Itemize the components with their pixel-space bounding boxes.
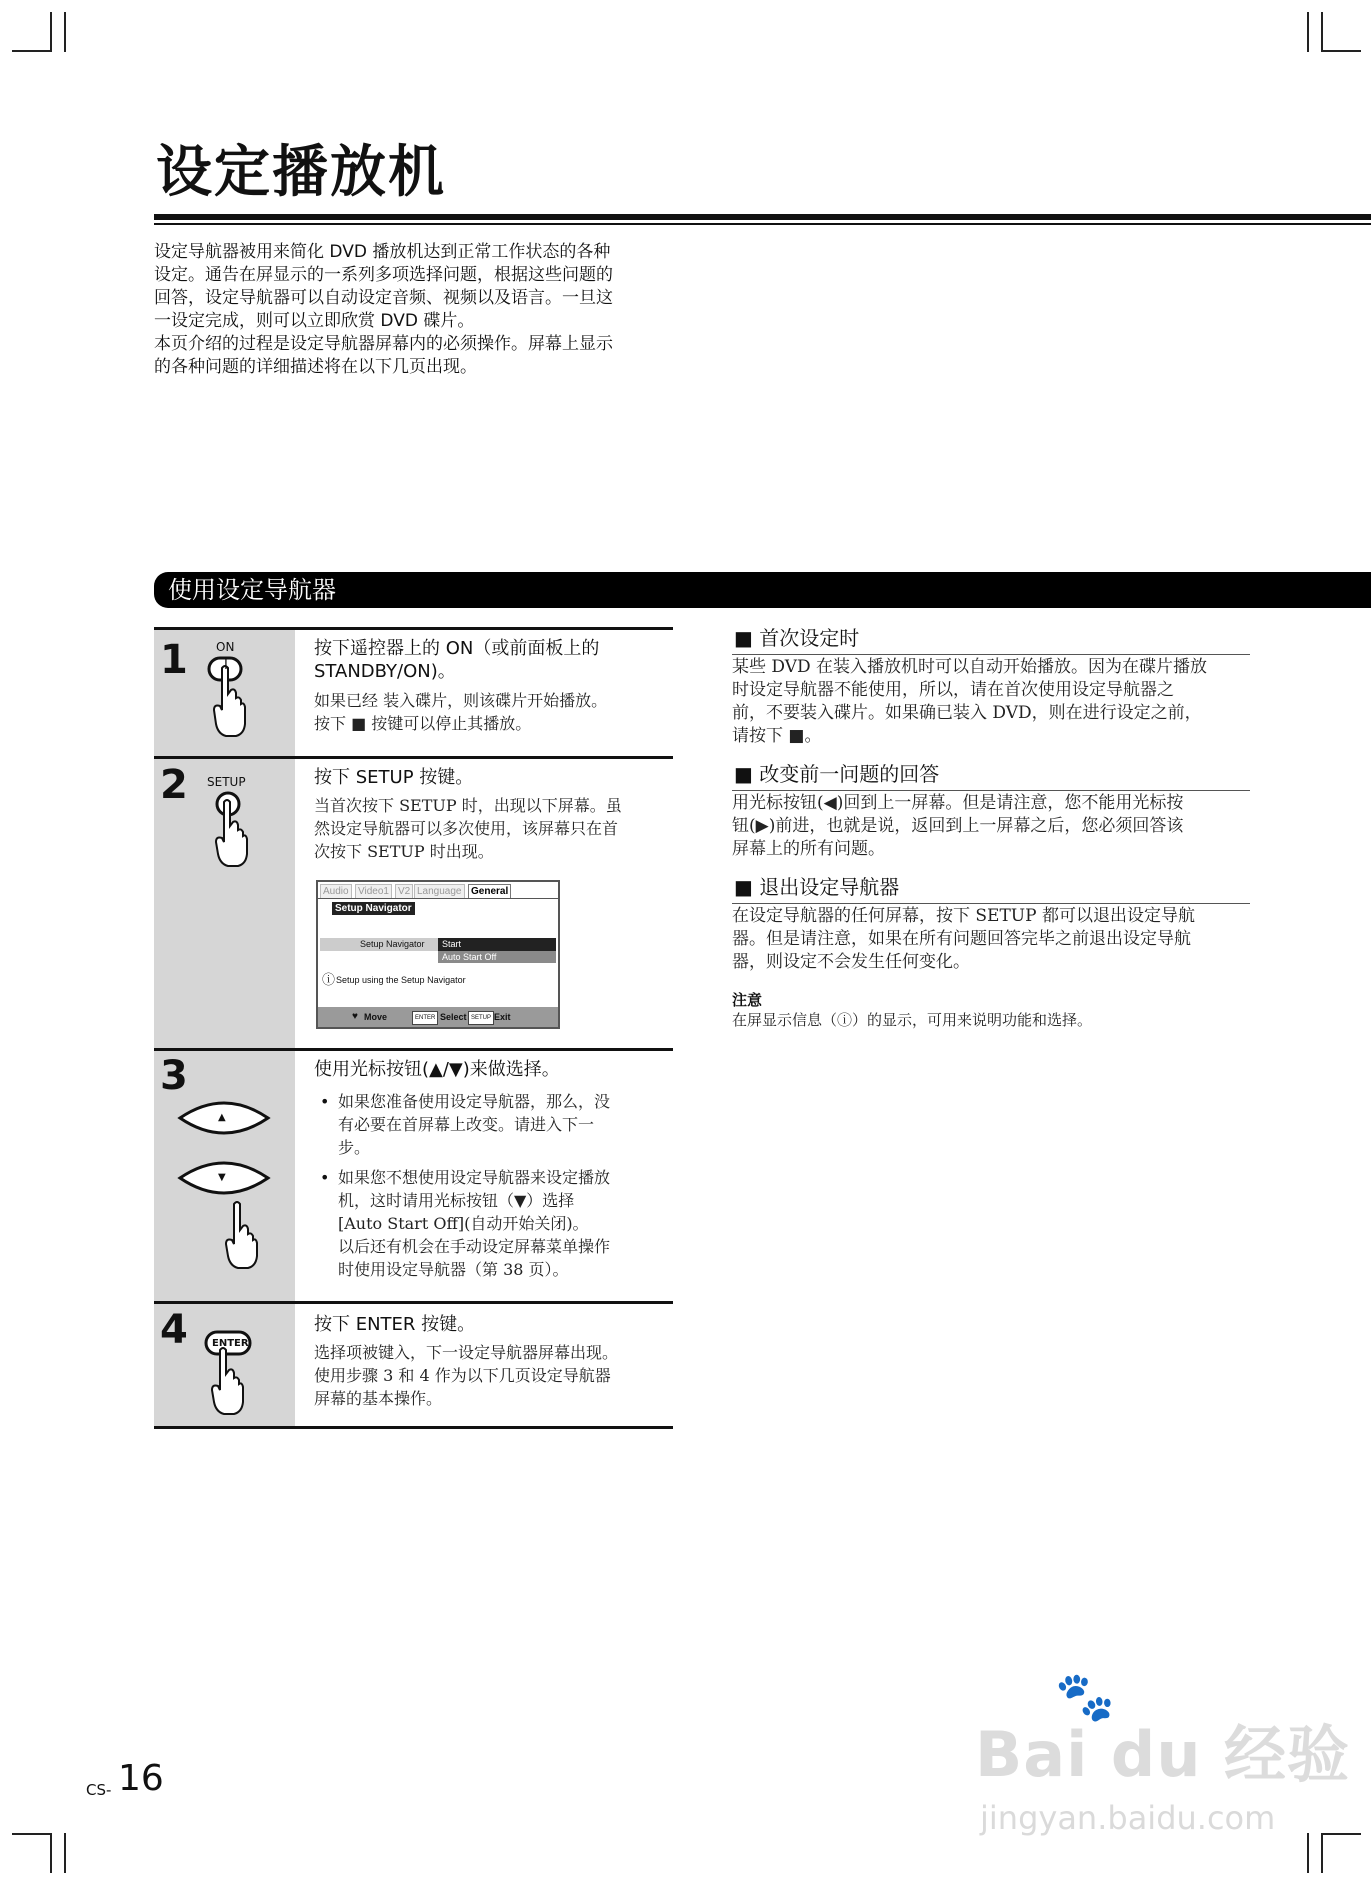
- step-divider: [154, 1426, 673, 1429]
- paragraph-line: 请按下 ■。: [732, 726, 822, 746]
- setup-key-badge: SETUP: [468, 1011, 494, 1025]
- heading-rule: [732, 790, 1250, 791]
- step-1-heading: [314, 637, 674, 683]
- crop-mark: [50, 12, 52, 52]
- tab-language: Language: [414, 884, 465, 899]
- option-auto-start-off: Auto Start Off: [438, 951, 556, 963]
- crop-mark: [1307, 1833, 1309, 1873]
- intro-line: 本页介绍的过程是设定导航器屏幕内的必须操作。屏幕上显示: [154, 334, 613, 354]
- section-bar: [154, 572, 1371, 608]
- bullet-line: 如果您准备使用设定导航器，那么，没: [338, 1092, 611, 1111]
- setup-button-icon: [204, 790, 260, 870]
- crop-mark: [1307, 12, 1309, 52]
- step-3-number: 3: [160, 1053, 188, 1099]
- crop-mark: [12, 50, 52, 52]
- on-button-icon: [200, 652, 256, 740]
- footer-select: Select: [440, 1012, 467, 1022]
- info-icon: ⓘ: [322, 972, 336, 987]
- tab-general: General: [468, 884, 511, 899]
- intro-line: 设定导航器被用来简化 DVD 播放机达到正常工作状态的各种: [154, 242, 611, 262]
- step-2-heading: [314, 766, 674, 789]
- paragraph-line: 器。但是请注意，如果在所有问题回答完毕之前退出设定导航: [732, 929, 1191, 949]
- page-prefix: CS-: [86, 1781, 112, 1799]
- tab-v2: V2: [395, 884, 413, 899]
- step-4-body-line: 选择项被键入，下一设定导航器屏幕出现。: [314, 1343, 619, 1362]
- bullet-dot: •: [320, 1092, 330, 1111]
- crop-mark: [64, 1833, 66, 1873]
- step-3-bullet-1: [338, 1090, 670, 1159]
- tab-video1: Video1: [355, 884, 392, 899]
- bullet-line: 有必要在首屏幕上改变。请进入下一: [338, 1115, 595, 1134]
- footer-move: Move: [364, 1012, 388, 1022]
- paragraph-line: 用光标按钮(◀)回到上一屏幕。但是请注意，您不能用光标按: [732, 793, 1184, 813]
- paragraph-line: 时设定导航器不能使用，所以，请在首次使用设定导航器之: [732, 680, 1174, 700]
- crop-mark: [1321, 50, 1361, 52]
- tab-audio: Audio: [320, 884, 352, 899]
- step-1-body: [314, 689, 674, 735]
- hand-pointer-icon: [218, 1200, 264, 1270]
- bullet-line: 时使用设定导航器（第 38 页）。: [338, 1260, 569, 1279]
- paragraph-line: 器，则设定不会发生任何变化。: [732, 952, 970, 972]
- step-2-body: [314, 794, 674, 863]
- step-4-body-line: 屏幕的基本操作。: [314, 1389, 443, 1408]
- step-4-body-line: 使用步骤 3 和 4 作为以下几页设定导航器: [314, 1366, 611, 1385]
- intro-line: 回答，设定导航器可以自动设定音频、视频以及语言。一旦这: [154, 288, 613, 308]
- up-arrow-icon: ▲: [218, 1112, 226, 1123]
- enter-button-label: ENTER: [212, 1338, 249, 1349]
- change-answer-heading: ■ 改变前一问题的回答: [734, 762, 940, 786]
- setup-navigator-screen: [316, 880, 560, 1029]
- page-title: 设定播放机: [156, 140, 446, 205]
- footer-exit: Exit: [494, 1012, 511, 1022]
- step-3-heading: [314, 1058, 674, 1081]
- bullet-line: 如果您不想使用设定导航器来设定播放: [338, 1168, 611, 1187]
- step-2-body-line: 当首次按下 SETUP 时，出现以下屏幕。虽: [314, 796, 622, 815]
- screen-row-label: Setup Navigator: [360, 939, 425, 949]
- setup-button-label: SETUP: [207, 775, 246, 789]
- crop-mark: [1321, 1833, 1323, 1873]
- screen-header: Setup Navigator: [332, 902, 415, 915]
- on-button-glyph: I: [224, 658, 228, 673]
- bullet-line: 步。: [338, 1138, 371, 1157]
- intro-line: 的各种问题的详细描述将在以下几页出现。: [154, 357, 477, 377]
- paragraph-line: 钮(▶)前进，也就是说，返回到上一屏幕之后，您必须回答该: [732, 816, 1184, 836]
- step-3-heading-line: 使用光标按钮(▲/▼)来做选择。: [314, 1059, 560, 1080]
- section-title: 使用设定导航器: [168, 576, 336, 604]
- crop-mark: [50, 1833, 52, 1873]
- step-1-heading-line: 按下遥控器上的 ON（或前面板上的: [314, 638, 600, 659]
- baidu-watermark: Bai du 经验: [975, 1718, 1351, 1791]
- bullet-line: [Auto Start Off](自动开始关闭)。: [338, 1214, 589, 1233]
- step-2-number: 2: [160, 762, 188, 808]
- step-2-heading-line: 按下 SETUP 按键。: [314, 767, 474, 788]
- watermark-url: jingyan.baidu.com: [980, 1799, 1276, 1837]
- intro-paragraph: [154, 241, 674, 379]
- step-2-body-line: 次按下 SETUP 时出现。: [314, 842, 494, 861]
- bullet-line: 以后还有机会在手动设定屏幕菜单操作: [338, 1237, 611, 1256]
- step-1-heading-line: STANDBY/ON)。: [314, 661, 456, 682]
- on-button-label: ON: [216, 640, 235, 654]
- crop-mark: [1321, 12, 1323, 52]
- change-answer-text: [732, 792, 1252, 861]
- step-4-heading: [314, 1313, 674, 1336]
- tab-underline: [318, 898, 558, 899]
- screen-info-text: Setup using the Setup Navigator: [336, 975, 466, 985]
- note-text: 在屏显示信息（ⓘ）的显示，可用来说明功能和选择。: [732, 1011, 1093, 1029]
- intro-line: 一设定完成，则可以立即欣赏 DVD 碟片。: [154, 311, 475, 331]
- exit-navigator-text: [732, 905, 1252, 974]
- down-arrow-icon: ▼: [218, 1172, 226, 1183]
- paragraph-line: 屏幕上的所有问题。: [732, 839, 885, 859]
- note-label: 注意: [732, 991, 763, 1009]
- first-setup-heading: ■ 首次设定时: [734, 626, 860, 650]
- paw-watermark-icon: 🐾: [1055, 1669, 1115, 1725]
- step-1-body-line: 如果已经 装入碟片，则该碟片开始播放。: [314, 691, 608, 710]
- heading-rule: [732, 903, 1250, 904]
- crop-mark: [12, 1833, 52, 1835]
- title-rule: [154, 214, 1371, 220]
- step-1-number: 1: [160, 637, 188, 683]
- paragraph-line: 前，不要装入碟片。如果确已装入 DVD，则在进行设定之前，: [732, 703, 1202, 723]
- step-4-number: 4: [160, 1307, 188, 1353]
- step-4-heading-line: 按下 ENTER 按键。: [314, 1314, 476, 1335]
- paragraph-line: 在设定导航器的任何屏幕，按下 SETUP 都可以退出设定导航: [732, 906, 1195, 926]
- bullet-line: 机，这时请用光标按钮（▼）选择: [338, 1191, 575, 1210]
- crop-mark: [64, 12, 66, 52]
- exit-navigator-heading: ■ 退出设定导航器: [734, 875, 900, 899]
- step-4-body: [314, 1341, 674, 1410]
- heading-rule: [732, 654, 1250, 655]
- move-arrow-icon: ♥: [352, 1011, 358, 1022]
- crop-mark: [1321, 1833, 1361, 1835]
- first-setup-text: [732, 656, 1252, 748]
- step-3-bullet-2: [338, 1166, 670, 1281]
- enter-key-badge: ENTER: [412, 1011, 438, 1025]
- intro-line: 设定。通告在屏显示的一系列多项选择问题，根据这些问题的: [154, 265, 613, 285]
- paragraph-line: 某些 DVD 在装入播放机时可以自动开始播放。因为在碟片播放: [732, 657, 1208, 677]
- step-1-body-line: 按下 ■ 按键可以停止其播放。: [314, 714, 532, 733]
- title-rule-thin: [154, 223, 1371, 225]
- bullet-dot: •: [320, 1168, 330, 1187]
- step-2-body-line: 然设定导航器可以多次使用，该屏幕只在首: [314, 819, 619, 838]
- page-number: 16: [118, 1758, 164, 1799]
- option-start: Start: [438, 938, 556, 951]
